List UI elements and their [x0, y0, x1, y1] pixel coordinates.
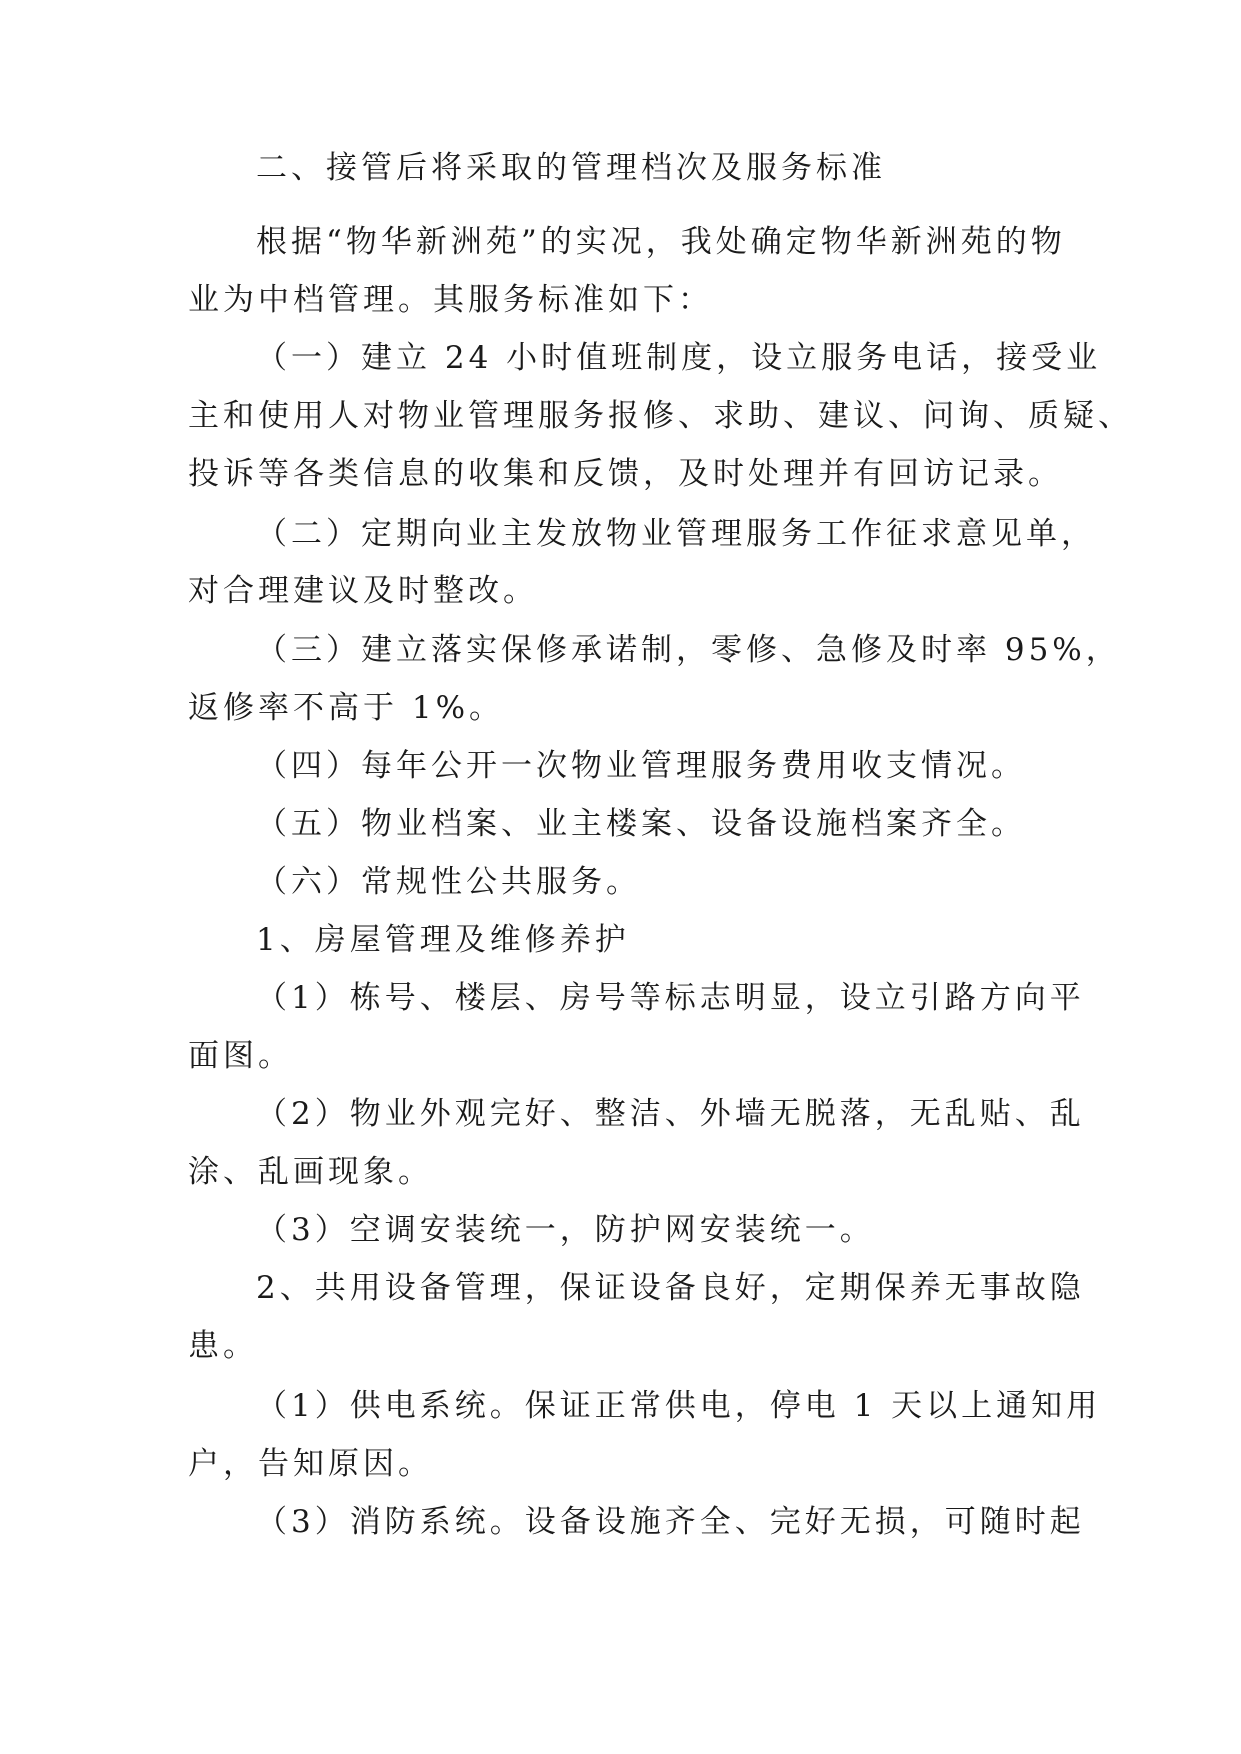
paragraph-line: （三）建立落实保修承诺制，零修、急修及时率 95%， — [256, 632, 1121, 668]
paragraph-line: 根据“物华新洲苑”的实况，我处确定物华新洲苑的物 — [256, 224, 1066, 260]
paragraph-line: （3）空调安装统一，防护网安装统一。 — [256, 1212, 875, 1248]
paragraph-line: 2、共用设备管理，保证设备良好，定期保养无事故隐 — [256, 1270, 1085, 1306]
paragraph-line: 投诉等各类信息的收集和反馈，及时处理并有回访记录。 — [188, 456, 1063, 492]
paragraph-line: （六）常规性公共服务。 — [256, 864, 641, 900]
paragraph-line: 主和使用人对物业管理服务报修、求助、建议、问询、质疑、 — [188, 398, 1133, 434]
paragraph-line: 患。 — [188, 1328, 258, 1364]
paragraph-line: 涂、乱画现象。 — [188, 1154, 433, 1190]
paragraph-line: 返修率不高于 1%。 — [188, 690, 505, 726]
paragraph-line: 业为中档管理。其服务标准如下： — [188, 282, 713, 318]
paragraph-line: 对合理建议及时整改。 — [188, 573, 538, 609]
paragraph-line: 1、房屋管理及维修养护 — [256, 922, 630, 958]
paragraph-line: （一）建立 24 小时值班制度，设立服务电话，接受业 — [256, 340, 1102, 376]
paragraph-line: 户，告知原因。 — [188, 1446, 433, 1482]
paragraph-line: （1）供电系统。保证正常供电，停电 1 天以上通知用 — [256, 1388, 1102, 1424]
paragraph-line: （3）消防系统。设备设施齐全、完好无损，可随时起 — [256, 1504, 1085, 1540]
paragraph-line: （四）每年公开一次物业管理服务费用收支情况。 — [256, 748, 1026, 784]
paragraph-line: （二）定期向业主发放物业管理服务工作征求意见单， — [256, 516, 1096, 552]
paragraph-line: （2）物业外观完好、整洁、外墙无脱落，无乱贴、乱 — [256, 1096, 1085, 1132]
paragraph-line: （1）栋号、楼层、房号等标志明显，设立引路方向平 — [256, 980, 1085, 1016]
paragraph-line: （五）物业档案、业主楼案、设备设施档案齐全。 — [256, 806, 1026, 842]
section-heading: 二、接管后将采取的管理档次及服务标准 — [256, 150, 886, 186]
paragraph-line: 面图。 — [188, 1038, 293, 1074]
